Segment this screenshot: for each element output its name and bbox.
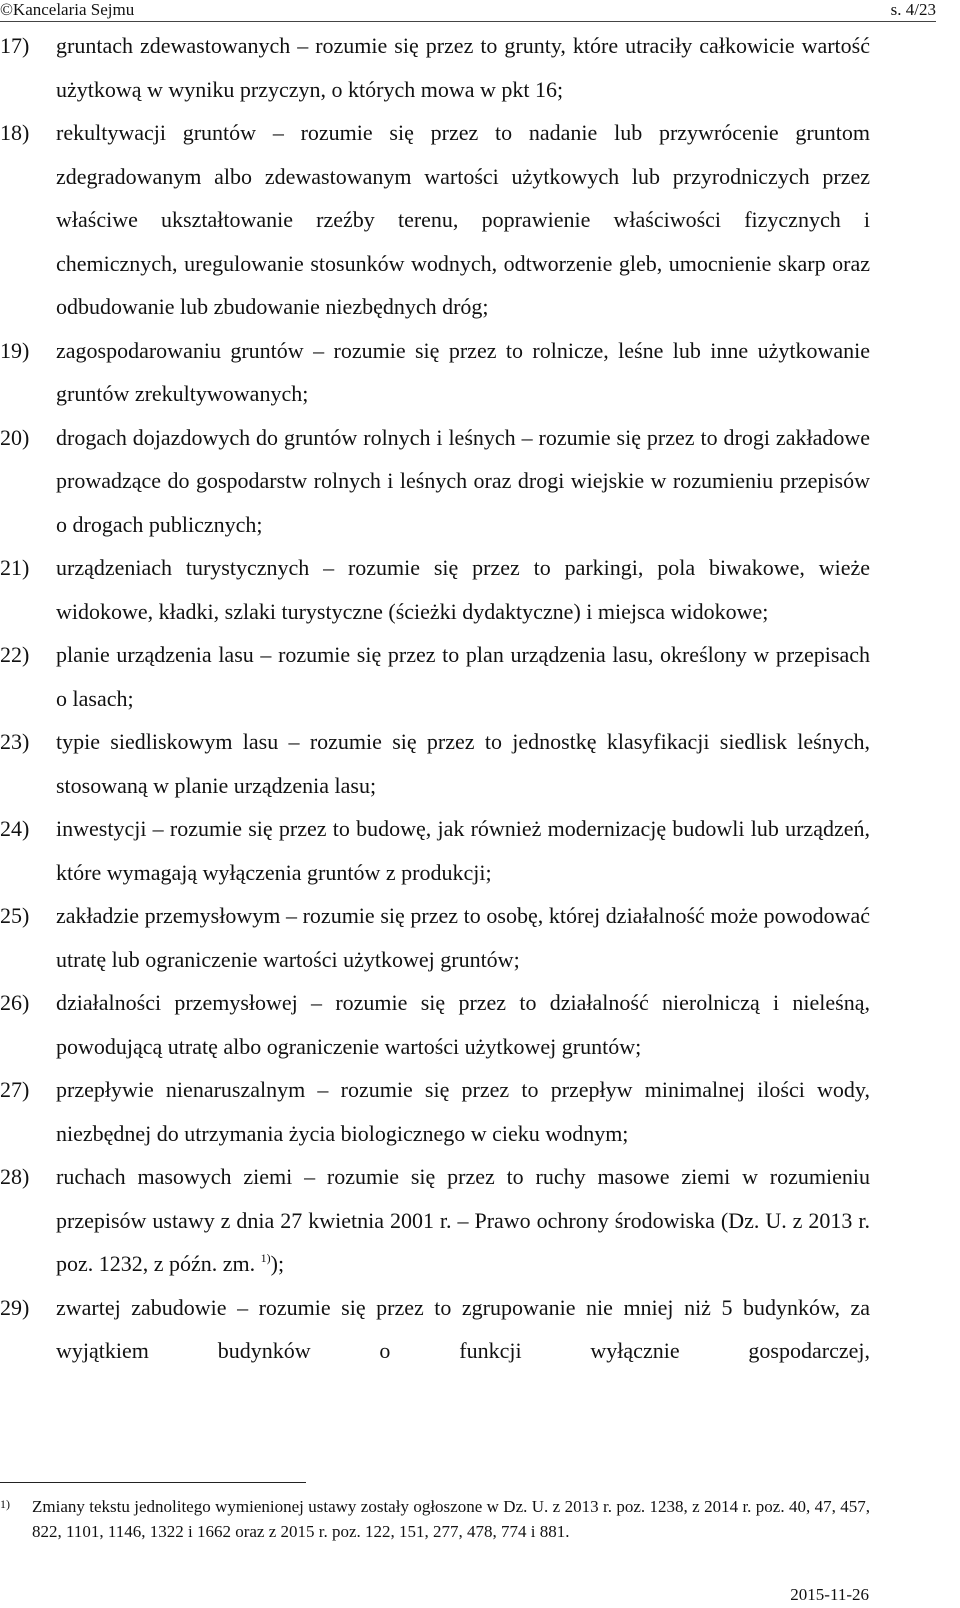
document-date: 2015-11-26 — [790, 1585, 869, 1604]
item-text: urządzeniach turystycznych – rozumie się przez to parkingi, pola biwakowe, wieże widokowe, kładki, szlaki turystyczne (ścieżki dydaktyczne) i miejsca widokowe; — [56, 555, 870, 624]
list-item — [0, 720, 870, 807]
item-text: drogach dojazdowych do gruntów rolnych i leśnych – rozumie się przez to drogi zakładowe prowadzące do gospodarstw rolnych i leśnych oraz drogi wiejskie w rozumieniu przepisów o drogach publicznych; — [56, 424, 870, 537]
footnote-text: Zmiany tekstu jednolitego wymienionej ustawy zostały ogłoszone w Dz. U. z 2013 r. poz. 1238, z 2014 r. poz. 40, 47, 457, 822, 1101, 1146, 1322 i 1662 oraz z 2015 r. poz. 122, 151, 277, 478, 774 i 881. — [32, 1497, 870, 1541]
list-item — [0, 1286, 870, 1373]
list-item — [0, 1068, 870, 1155]
item-number: 29) — [0, 1294, 30, 1320]
item-text: rekultywacji gruntów – rozumie się przez to nadanie lub przywrócenie gruntom zdegradowanym albo zdewastowanym wartości użytkowych lub przyrodniczych przez właściwe ukształtowanie rzeźby terenu, poprawienie właściwości fizycznych i chemicznych, uregulowanie stosunków wodnych, odtworzenie gleb, umocnienie skarp oraz odbudowanie lub zbudowanie niezbędnych dróg; — [56, 120, 870, 319]
item-text: gruntach zdewastowanych – rozumie się przez to grunty, które utraciły całkowicie wartość użytkową w wyniku przyczyn, o których mowa w pkt 16; — [56, 33, 870, 102]
list-item — [0, 1155, 870, 1286]
footnote — [0, 1494, 870, 1544]
list-item — [0, 111, 870, 329]
list-item — [0, 807, 870, 894]
item-text: inwestycji – rozumie się przez to budowę, jak również modernizację budowli lub urządzeń, które wymagają wyłączenia gruntów z produkcji; — [56, 816, 870, 885]
list-item — [0, 981, 870, 1068]
item-text: zakładzie przemysłowym – rozumie się przez to osobę, której działalność może powodować utratę lub ograniczenie wartości użytkowej gruntów; — [56, 903, 870, 972]
item-text-end: ); — [270, 1251, 285, 1276]
item-number: 25) — [0, 903, 30, 928]
item-number: 24) — [0, 816, 30, 841]
list-item — [0, 329, 870, 416]
footnote-separator — [0, 1482, 306, 1483]
item-number: 23) — [0, 729, 30, 754]
item-text: typie siedliskowym lasu – rozumie się przez to jednostkę klasyfikacji siedlisk leśnych, stosowaną w planie urządzenia lasu; — [56, 729, 870, 798]
item-text — [56, 1155, 870, 1286]
list-item — [0, 894, 870, 981]
item-number: 27) — [0, 1077, 30, 1102]
list-item — [0, 416, 870, 547]
footnote-reference[interactable]: 1) — [260, 1251, 271, 1265]
list-item — [0, 633, 870, 720]
item-number: 21) — [0, 555, 30, 580]
item-number: 18) — [0, 120, 30, 145]
item-number: 26) — [0, 990, 30, 1015]
item-text: przepływie nienaruszalnym – rozumie się przez to przepływ minimalnej ilości wody, niezbędnej do utrzymania życia biologicznego w cieku wodnym; — [56, 1077, 870, 1146]
header-source: ©Kancelaria Sejmu — [0, 0, 135, 19]
header-rule — [0, 21, 936, 22]
page-number: s. 4/23 — [890, 0, 936, 19]
item-number: 20) — [0, 424, 30, 450]
list-item — [0, 546, 870, 633]
item-number: 22) — [0, 642, 30, 667]
footnote-mark: 1) — [0, 1497, 10, 1511]
item-number: 28) — [0, 1164, 30, 1189]
item-number: 17) — [0, 33, 30, 58]
item-text: zagospodarowaniu gruntów – rozumie się przez to rolnicze, leśne lub inne użytkowanie gruntów zrekultywowanych; — [56, 337, 870, 406]
item-text-main: ruchach masowych ziemi – rozumie się przez to ruchy masowe ziemi w rozumieniu przepisów ustawy z dnia 27 kwietnia 2001 r. – Prawo ochrony środowiska (Dz. U. z 2013 r. poz. 1232, z późn. zm. — [56, 1164, 870, 1276]
list-item — [0, 24, 870, 111]
item-text: planie urządzenia lasu – rozumie się przez to plan urządzenia lasu, określony w przepisach o lasach; — [56, 642, 870, 711]
definition-list — [0, 24, 870, 1373]
item-text: działalności przemysłowej – rozumie się przez to działalność nierolniczą i nieleśną, powodującą utratę albo ograniczenie wartości użytkowej gruntów; — [56, 990, 870, 1059]
item-number: 19) — [0, 337, 30, 363]
item-text: zwartej zabudowie – rozumie się przez to zgrupowanie nie mniej niż 5 budynków, za wyjątkiem budynków o funkcji wyłącznie gospodarczej, — [56, 1294, 870, 1363]
